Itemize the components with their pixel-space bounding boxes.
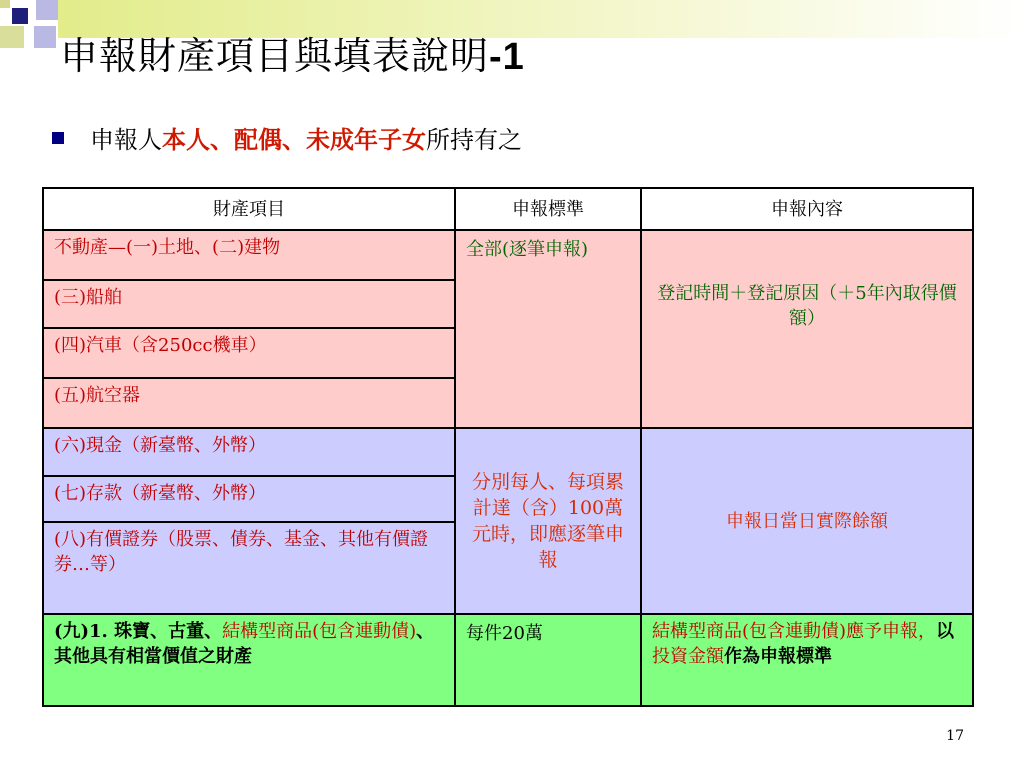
item-cell: (四)汽車（含250cc機車）	[43, 328, 455, 378]
content-cell: 申報日當日實際餘額	[641, 428, 973, 614]
table-row	[43, 230, 973, 280]
content-part-b: 以	[936, 621, 955, 642]
standard-cell: 全部(逐筆申報)	[455, 230, 641, 428]
corner-square-navy	[12, 8, 28, 24]
content-part-d: 作為申報標準	[724, 646, 832, 667]
corner-square-lavender	[34, 26, 56, 48]
page-title	[60, 25, 525, 80]
content-cell	[641, 614, 973, 706]
item-cell	[43, 614, 455, 706]
item-cell: (七)存款（新臺幣、外幣）	[43, 476, 455, 522]
item-cell: (三)船舶	[43, 280, 455, 328]
item-cell: 不動產—(一)土地、(二)建物	[43, 230, 455, 280]
content-part-a: 結構型商品(包含連動債)應予申報，	[652, 621, 937, 642]
bullet-square-icon	[52, 132, 64, 144]
header-item: 財產項目	[43, 188, 455, 230]
title-main: 申報財產項目與填表說明	[60, 34, 490, 78]
bullet-highlight: 本人、配偶、未成年子女	[162, 125, 426, 154]
corner-square-lavender	[36, 0, 58, 20]
title-suffix: -1	[489, 36, 525, 78]
item-cell: (五)航空器	[43, 378, 455, 428]
header-standard: 申報標準	[455, 188, 641, 230]
table-row	[43, 614, 973, 706]
corner-square-olive	[0, 26, 24, 48]
content-cell: 登記時間＋登記原因（＋5年內取得價額）	[641, 230, 973, 428]
header-content: 申報內容	[641, 188, 973, 230]
standard-cell: 每件20萬	[455, 614, 641, 706]
page-number: 17	[946, 728, 964, 744]
standard-cell: 分別每人、每項累計達（含）100萬元時，即應逐筆申報	[455, 428, 641, 614]
asset-table	[42, 187, 974, 707]
bullet-prefix: 申報人	[90, 126, 162, 154]
content-part-c: 投資金額	[652, 646, 724, 667]
item-part-a: (九)1. 珠寶、古董、	[54, 621, 223, 642]
table-header-row	[43, 188, 973, 230]
corner-square-olive	[0, 0, 10, 8]
table-row	[43, 428, 973, 476]
item-cell: (六)現金（新臺幣、外幣）	[43, 428, 455, 476]
item-cell: (八)有價證券（股票、債券、基金、其他有價證券…等）	[43, 522, 455, 614]
bullet-line	[52, 120, 522, 155]
item-part-c: 、其他具有相當價值之財產	[54, 621, 435, 667]
item-part-b: 結構型商品(包含連動債)	[222, 621, 417, 642]
bullet-suffix: 所持有之	[426, 126, 522, 154]
